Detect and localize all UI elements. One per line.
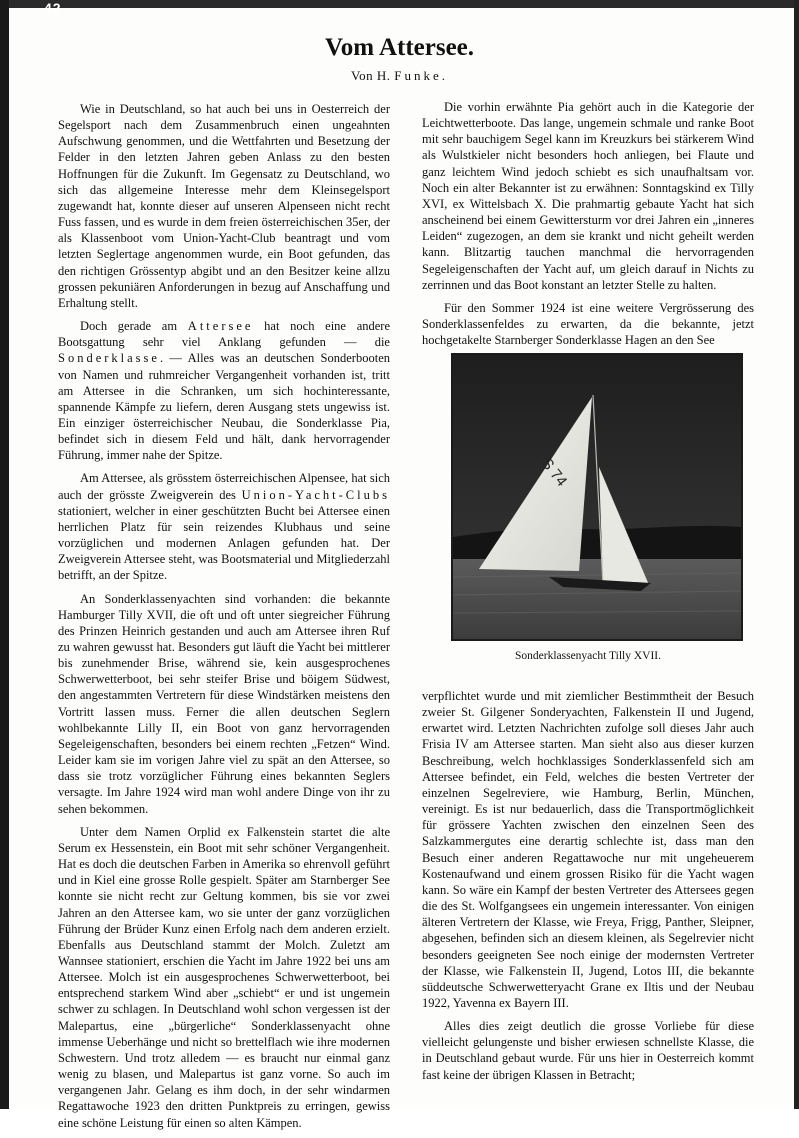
text-run: Am Attersee, als grösstem österreichischen Alpensee, hat sich auch der grösste Zweigverein des bbox=[58, 471, 390, 502]
paragraph: An Sonderklassenyachten sind vorhanden: die bekannte Hamburger Tilly XVII, die oft und oft unter siegreicher Führung des Prinzen Heinrich gestanden und auch am Attersee ihren Ruf zu wahren gewusst hat. Besonders gut läuft die Yacht bei mittlerer bis zunehmender Brise, während sie, kein ausgesprochenes Schwerwetterboot, bei sehr steifer Brise und böigem Südwest, den angestammten Vertretern für diese Windstärken meistens den Vortritt lassen muss. Ferner die allen deutschen Seglern wohlbekannte Lilly II, ein Boot von ganz hervorragenden Segeleigenschaften, besonders bei einem rechten „Fetzen“ Wind. Leider kam sie im vorigen Jahre viel zu spät an den Attersee, so dass sie trotz vorzüglicher Führung eines bekannten Seglers versagte. Im Jahre 1924 wird man wohl andere Dinge von ihr zu sehen bekommen. bbox=[58, 591, 390, 816]
article-title: Vom Attersee. bbox=[324, 34, 475, 61]
right-column-bottom bbox=[422, 688, 754, 1090]
lake-water bbox=[453, 559, 741, 639]
right-column-top bbox=[422, 99, 754, 355]
scan-edge-right bbox=[794, 0, 799, 1109]
figure-caption: Sonderklassenyacht Tilly XVII. bbox=[515, 650, 661, 662]
paragraph: Für den Sommer 1924 ist eine weitere Vergrösserung des Sonderklassenfeldes zu erwarten, da die bekannte, jetzt hochgetakelte Starnberger Sonderklasse Hagen an den See bbox=[422, 300, 754, 348]
page-number: 42 bbox=[44, 0, 62, 16]
paragraph: Alles dies zeigt deutlich die grosse Vorliebe für diese vielleicht gelungenste und bisher erwiesen schnellste Klasse, die in Deutschland gebaut wurde. Für uns hier in Oesterreich kommt fast keine der übrigen Klassen in Betracht; bbox=[422, 1019, 754, 1082]
paragraph: Die vorhin erwähnte Pia gehört auch in die Kategorie der Leichtwetterboote. Das lange, ungemein schmale und ranke Boot mit sehr bauchigem Segel kann im Kreuzkurs bei stärkerem Wind als Wulstkieler nicht besonders hoch anliegen, bei Flaute und ganz leichtem Wind jedoch schiebt es sich unaufhaltsam vor. Noch ein alter Bekannter ist zu erwähnen: Sonntagskind ex Tilly XVI, ex Wittelsbach X. Die prahmartig gebaute Yacht hat sich anscheinend bei einem Gewittersturm vor drei Jahren ein „inneres Leiden“ zugezogen, an dem sie krankt und nicht geheilt werden kann. Blitzartig tauchen manchmal die hervorragenden Segeleigenschaften der Yacht auf, um gleich darauf in Nichts zu zerrinnen und das Boot konstant an letzter Stelle zu halten. bbox=[422, 100, 754, 292]
sailboat-photo bbox=[451, 353, 743, 641]
text-run: hat noch eine andere Bootsgattung sehr viel Anklang gefunden — die bbox=[58, 319, 390, 350]
text-run: . — Alles was an deutschen Sonderbooten von Namen und ruhmreicher Vergangenheit vorhanden ist, tritt am Attersee in die Schranken, um sich hochinteressante, spannende Kämpfe zu liefern, deren Ausgang stets ungewiss ist. Ein einziger österreichischer Neubau, die Sonderklasse Pia, befindet sich in diesem Feld und hält, dank hervorragender Führung, immer nahe der Spitze. bbox=[58, 351, 390, 463]
paragraph bbox=[58, 318, 390, 463]
paragraph: Wie in Deutschland, so hat auch bei uns in Oesterreich der Segelsport nach dem Zusammenbruch einen ungeahnten Aufschwung genommen, und die Wettfahrten und Besetzung der Felder in den letzten Jahren geben Anlass zu den besten Hoffnungen für die Zukunft. Im Gegensatz zu Deutschland, wo sich das allgemeine Interesse mehr dem Kleinsegelsport zugewandt hat, konnte dieser auf unseren Alpenseen nicht recht Fuss fassen, und es wurde in dem freien österreichischen 35er, der als Klassenboot vom Union-Yacht-Club beantragt und vom letzten Seglertage angenommen wurde, ein Boot gefunden, das den richtigen Grössentyp abgibt und an den Besitzer keine allzu grossen pekuniären Anforderungen in bezug auf Anschaffung und Erhaltung stellt. bbox=[58, 102, 390, 310]
emphasis-text: Union-Yacht-Clubs bbox=[241, 487, 390, 502]
scan-edge-top bbox=[0, 0, 799, 8]
text-run: Doch gerade am bbox=[80, 319, 188, 334]
sailboat-photo-image bbox=[453, 355, 741, 639]
text-run: stationiert, welcher in einer geschützten Bucht bei Attersee einen herrlichen Platz für sein reizendes Klubhaus und seine vorzüglichen und modernen Anlagen gefunden hat. Der Zweigverein Attersee steht, was Bootsmaterial und Mitgliederzahl betrifft, an der Spitze. bbox=[58, 503, 390, 583]
author-prefix: Von H. bbox=[350, 68, 395, 83]
paragraph: verpflichtet wurde und mit ziemlicher Bestimmtheit der Besuch zweier St. Gilgener Sonderyachten, Falkenstein II und Jugend, erwartet wird. Letzten Nachrichten zufolge soll dieses Jahr auch Frisia IV am Attersee starten. Man sieht also aus dieser kurzen Beschreibung, welch hochklassiges Sonderklassenfeld sich am Attersee befindet, ein Feld, welches die besten Vertreter der einzelnen Segelreviere, wie Hamburg, Berlin, München, vereinigt. Es ist nur bedauerlich, dass die Transportmöglichkeit für grössere Yachten zwischen den einzelnen Seen des Salzkammergutes eine derartig schlechte ist, dass man den Besuch einer anderen Regattawoche nur mit ungeheuerem Kostenaufwand und einem grossen Risiko für die Yacht wagen kann. So wäre ein Kampf der besten Vertreter des Attersees gegen die des St. Wolfgangsees ein ungemein interessanter. Von einigen älteren Vertretern der Klasse, wie Freya, Frigg, Panther, Sleipner, abgesehen, befinden sich an diesem kleinen, als Segelrevier nicht besonders geeigneten See noch einige der modernsten Vertreter der Klasse, wie Falkenstein II, Jugend, Lotos III, die bekannte süddeutsche Schwerwetteryacht Grane ex Iltis und der Neubau 1922, Yavenna ex Bayern III. bbox=[422, 689, 754, 1010]
left-column bbox=[58, 101, 390, 1138]
emphasis-text: Attersee bbox=[187, 319, 254, 334]
paragraph: Unter dem Namen Orplid ex Falkenstein startet die alte Serum ex Hessenstein, ein Boot mit sehr schöner Vergangenheit. Hat es doch die deutschen Farben in Amerika so ehrenvoll geführt und in Kiel eine grosse Rolle gespielt. Später am Starnberger See konnte sie nicht recht zur Geltung kommen, bis sie vor zwei Jahren an den Attersee kam, wo sie unter der ganz vorzüglichen Führung der Brüder Kunz einen Erfolg nach dem anderen erzielt. Ebenfalls aus Deutschland stammt der Molch. Zuletzt am Wannsee stationiert, erschien die Yacht im Jahre 1922 bei uns am Attersee. Molch ist ein ausgesprochenes Schwerwetterboot, bei entsprechend starkem Wind aber „schiebt“ er und ist ungemein schwer zu schlagen. In Deutschland wohl schon vergessen ist der Malepartus, eine „bürgerliche“ Sonderklassenyacht ohne immense Ueberhänge und nicht so brettelflach wie ihre modernen Schwestern. Und trotz alledem — es braucht nur einmal ganz wenig zu blasen, und Malepartus ist ganz vorne. So auch im vergangenen Jahr. Gelang es ihm doch, in der sehr windarmen Regattawoche 1923 den dritten Punktpreis zu erringen, gewiss eine schöne Leistung für einen so alten Kämpen. bbox=[58, 824, 390, 1130]
paragraph bbox=[58, 470, 390, 583]
emphasis-text: Sonderklasse bbox=[58, 351, 160, 366]
author-name: Funke. bbox=[394, 68, 449, 83]
article-author bbox=[0, 68, 799, 84]
sail-number: S 74 bbox=[537, 454, 571, 490]
scan-edge-left bbox=[0, 0, 9, 1109]
